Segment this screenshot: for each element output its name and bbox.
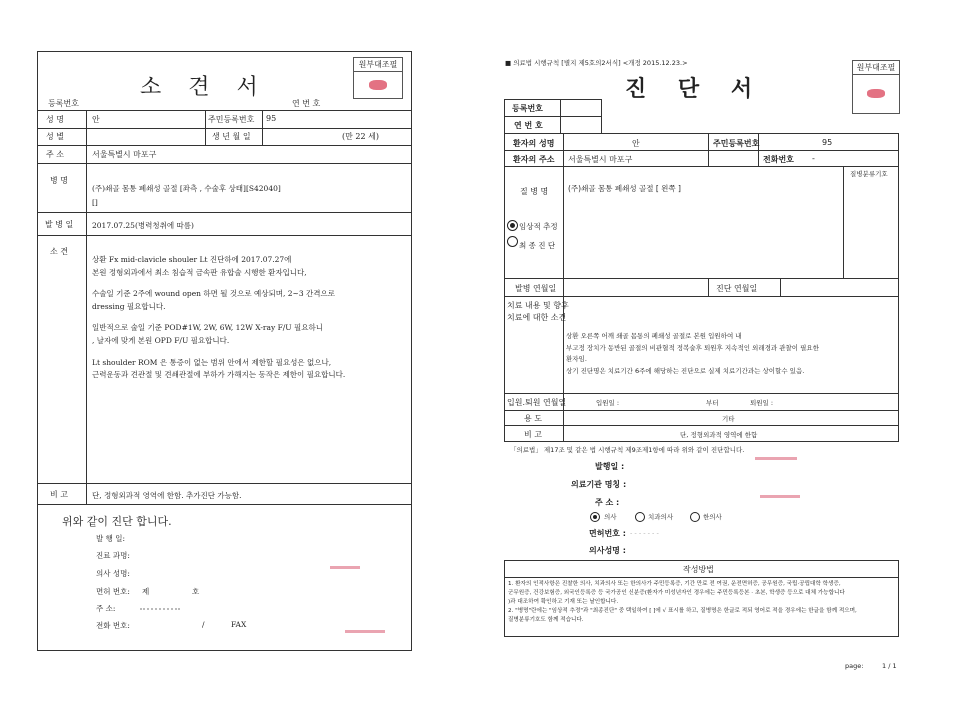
- right-clinical-label: 임상적 추정: [519, 222, 558, 231]
- opt-doctor-radio[interactable]: [590, 512, 600, 522]
- right-law-text: 「의료법」 제17조 및 같은 법 시행규칙 제9조제1항에 따라 위와 같이 진단합니다.: [510, 446, 745, 454]
- left-stamp-text: 원부대조필: [354, 58, 402, 72]
- opinion-line: 근력운동과 견관절 및 견쇄관절에 부하가 가해지는 동작은 제한이 필요합니다.: [92, 370, 346, 380]
- left-stamp-seal-icon: [369, 80, 387, 90]
- left-disease-line2: []: [92, 198, 98, 207]
- left-phone-label: 전화 번호:: [96, 621, 130, 630]
- left-redaction-mark: [330, 566, 360, 569]
- opinion-line: 본원 정형외과에서 최소 침습적 금속판 유합술 시행한 환자입니다,: [92, 267, 307, 277]
- left-issue-date-label: 발 행 일:: [96, 534, 126, 543]
- opt-oriental-radio[interactable]: [690, 512, 700, 522]
- treatment-line: 부고정 장치가 동반된 골절의 비관혈적 정복술후 퇴원후 지속적인 외래경과 관찰이 필요한: [566, 343, 819, 352]
- opt-doctor-dot-icon: [593, 515, 597, 519]
- right-guide-title: 작성방법: [683, 565, 714, 574]
- left-phone-sep: /: [202, 620, 205, 629]
- opinion-line: , 날자에 맞게 본원 OPD F/U 필요합니다.: [92, 335, 230, 345]
- opt-dentist-radio[interactable]: [635, 512, 645, 522]
- opinion-line: Lt shoulder ROM 은 통증이 없는 범위 안에서 제한할 필요성은 없으나,: [92, 357, 332, 367]
- opinion-line: [92, 279, 345, 288]
- opinion-line: 상환 Fx mid-clavicle shouler Lt 진단하에 2017.07.27에: [92, 255, 292, 264]
- right-code-label: 질병분류기호: [850, 170, 888, 178]
- left-address-label: 주 소:: [96, 604, 116, 613]
- right-issue-label: 발행일 :: [595, 462, 625, 471]
- right-rrn-value: 95: [822, 138, 833, 147]
- right-adm-out: 퇴원일 :: [750, 399, 774, 407]
- right-addr-label: 환자의 주소: [513, 155, 555, 164]
- right-disease-label: 질 병 명: [520, 187, 549, 196]
- treatment-line: 상기 진단명은 치료기간 6주에 해당하는 진단으로 실제 치료기간과는 상이할수 있음.: [566, 366, 805, 375]
- right-license-label: 면허번호 :: [589, 529, 626, 538]
- left-dob-label: 생 년 월 일: [212, 132, 251, 141]
- guide-line: 2. "병명"란에는 "임상적 추정"과 "최종진단" 중 택일하여 [ ]에 √ 표시를 하고, 질병명은 한글로 적되 영어로 적을 경우에는 한글을 함께 적으며,: [508, 608, 857, 614]
- right-redaction-mark: [755, 457, 797, 460]
- left-fax-label: FAX: [231, 620, 247, 629]
- left-serial-label: 연 번 호: [292, 99, 321, 108]
- left-dept-label: 진료 과명:: [96, 551, 130, 560]
- left-redaction-mark: [140, 608, 180, 612]
- right-adm-label: 입원.퇴원 연월일: [507, 398, 567, 407]
- right-adm-in: 입원일 :: [596, 399, 620, 407]
- right-opt-doctor: 의사: [604, 513, 617, 521]
- right-disease-value: (주)쇄골 몸통 폐쇄성 골절 [ 왼쪽 ]: [568, 184, 681, 193]
- right-purpose-value: 기타: [722, 415, 735, 423]
- right-redaction-mark: [760, 495, 800, 498]
- left-rrn-label: 주민등록번호: [208, 115, 255, 124]
- left-sex-label: 성 별: [46, 132, 64, 141]
- left-age-value: (만 22 세): [342, 132, 379, 141]
- right-purpose-label: 용 도: [524, 414, 542, 423]
- right-stamp: [852, 60, 900, 114]
- left-title: 소 견 서: [140, 75, 268, 100]
- right-onset-label: 발병 연월일: [515, 284, 557, 293]
- treatment-line: 상환 오른쪽 어깨 쇄골 몸통의 폐쇄성 골절로 본원 입원하여 내: [566, 332, 742, 340]
- right-treatment-label-1: 치료 내용 및 향후: [507, 301, 569, 310]
- right-name-value: 안: [632, 139, 640, 148]
- opinion-line: dressing 필요합니다.: [92, 301, 166, 311]
- right-addr-value: 서울특별시 마포구: [568, 155, 633, 164]
- left-opinion-label: 소 견: [50, 247, 68, 256]
- opinion-line: [92, 313, 345, 322]
- right-stamp-text: 원부대조필: [853, 61, 899, 75]
- right-adm-from: 부터: [706, 399, 719, 407]
- left-opinion-body: [92, 254, 345, 382]
- left-stamp: [353, 57, 403, 99]
- right-header: ■ 의료법 시행규칙 [별지 제5호의2서식] <개정 2015.12.23.>: [505, 59, 688, 67]
- right-diag-date-label: 진단 연월일: [716, 284, 758, 293]
- right-remarks-value: 단, 정형외과적 영역에 한함: [680, 431, 758, 439]
- right-name-label: 환자의 성명: [513, 139, 555, 148]
- right-opt-dentist: 치과의사: [648, 513, 674, 521]
- left-doctor-label: 의사 성명:: [96, 569, 130, 578]
- left-disease-label: 병 명: [50, 176, 68, 185]
- opinion-line: [92, 348, 345, 357]
- guide-line: )과 대조하여 확인하고 기재 또는 날인합니다.: [508, 599, 619, 605]
- right-page-value: 1 / 1: [882, 662, 897, 670]
- left-rrn-value: 95: [266, 114, 277, 123]
- guide-line: 군무원증, 건강보험증, 외국인등록증 등 국가공인 신분증(환자가 미성년자인 경우에는 주민등록등본 · 초본, 학생증 등으로 대체 가능합니다: [508, 590, 845, 596]
- opinion-line: 일반적으로 술일 기준 POD#1W, 2W, 6W, 12W X-ray F/U 필요하니: [92, 323, 323, 333]
- guide-line: 1. 환자의 인적사항은 진찰한 의사, 치과의사 또는 한의사가 주민등록증, 기간 만료 전 여권, 운전면허증, 공무원증, 국립·공립대학 학생증,: [508, 581, 841, 587]
- clinical-radio[interactable]: [507, 220, 518, 231]
- left-license-label: 면허 번호:: [96, 587, 130, 596]
- left-reg-label: 등록번호: [48, 99, 79, 108]
- right-treatment-label-2: 치료에 대한 소견: [507, 313, 567, 322]
- clinical-radio-dot-icon: [510, 223, 515, 228]
- right-doctor-label: 의사성명 :: [589, 546, 626, 555]
- left-disease-line1: (주)쇄골 몸통 폐쇄성 골절 [좌측 , 수술후 상태][S42040]: [92, 184, 281, 193]
- right-guide-body: [508, 580, 896, 625]
- left-name-value: 안: [92, 115, 100, 124]
- right-stamp-seal-icon: [867, 89, 885, 98]
- right-phone-value: -: [812, 154, 815, 163]
- left-addr-value: 서울특별시 마포구: [92, 150, 157, 159]
- guide-line: 질병분류기호도 함께 적습니다.: [508, 617, 584, 623]
- right-inst-addr-label: 주 소 :: [595, 498, 620, 507]
- right-page-label: page:: [845, 662, 864, 670]
- left-declaration: 위와 같이 진단 합니다.: [62, 515, 172, 528]
- right-opt-oriental: 한의사: [703, 513, 722, 521]
- opinion-line: 수술일 기준 2주에 wound open 하면 될 것으로 예상되며, 2~3 간격으로: [92, 289, 335, 299]
- right-reg-label: 등록번호: [512, 104, 543, 113]
- right-inst-label: 의료기관 명칭 :: [571, 480, 627, 489]
- left-license-value: 제: [142, 587, 150, 596]
- left-remarks-value: 단, 정형외과적 영역에 한함. 추가진단 가능함.: [92, 491, 242, 500]
- final-radio[interactable]: [507, 236, 518, 247]
- left-onset-value: 2017.07.25(병력청취에 따름): [92, 221, 194, 230]
- left-redaction-mark: [345, 630, 385, 633]
- right-license-value: - - - - - - -: [630, 529, 659, 537]
- right-treatment-body: [566, 331, 819, 377]
- left-name-label: 성 명: [46, 115, 64, 124]
- left-license-suffix: 호: [192, 587, 200, 596]
- left-remarks-label: 비 고: [50, 490, 68, 499]
- right-title: 진 단 서: [625, 77, 765, 102]
- left-onset-label: 발 병 일: [45, 220, 74, 229]
- left-addr-label: 주 소: [46, 150, 64, 159]
- right-final-label: 최 종 진 단: [519, 241, 556, 250]
- treatment-line: 환자임.: [566, 355, 587, 363]
- right-rrn-label: 주민등록번호: [713, 139, 760, 148]
- right-remarks-label: 비 고: [524, 430, 542, 439]
- right-phone-label: 전화번호: [763, 155, 794, 164]
- right-serial-label: 연 번 호: [514, 121, 543, 130]
